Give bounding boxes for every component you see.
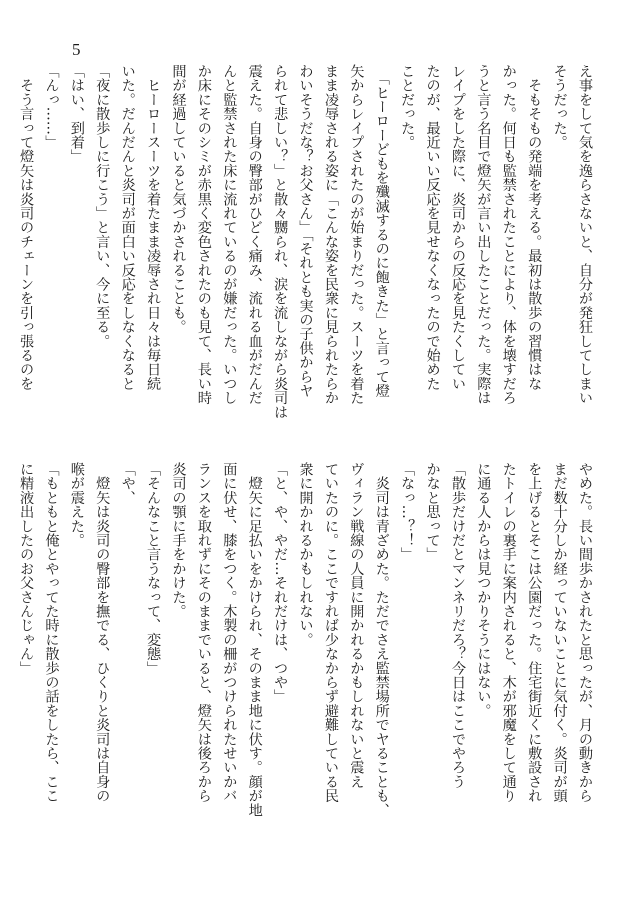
text-line: いた。だんだんと炎司が面白い反応をしなくなると [119, 64, 136, 391]
text-line: 炎司の顎に手をかけた。 [170, 462, 187, 619]
text-line: 面に伏せ、膝をつく。木製の柵がつけられたせいかバ [221, 462, 238, 803]
text-line: たのが、最近いい反応を見せなくなったので始めた [424, 64, 441, 391]
text-line: ことだった。 [399, 64, 416, 150]
text-line: に精液出したのお父さんじゃん」 [18, 462, 35, 675]
text-line: 「ヒーローどもを殲滅するのに飽きた」と言って燈 [373, 64, 390, 398]
text-line: 喉が震えた。 [68, 462, 85, 548]
text-line: まだ数十分しか経っていないことに気付く。炎司が頭 [551, 462, 568, 803]
text-line: 「なっ…？！」 [399, 462, 416, 562]
text-line: 震えた。自身の臀部がひどく痛み、流れる血がだんだ [246, 64, 263, 405]
text-line: やめた。長い間歩かされたと思ったが、月の動きから [577, 462, 593, 803]
text-line: んと監禁された床に流れているのが嫌だった。いつし [221, 64, 238, 405]
upper-text-block [18, 64, 597, 436]
text-line: 燈矢は炎司の臀部を撫でる、ひくりと炎司は自身の [94, 462, 111, 803]
text-line: そう言って燈矢は炎司のチェーンを引っ張るのを [18, 64, 35, 391]
text-line: ヴィラン戦線の人員に開かれるかもしれないと震え [348, 462, 365, 789]
text-line: ヒーロースーツを着たまま凌辱され日々は毎日続 [145, 64, 162, 391]
text-line: ていたのに。ここですれば少なからず避難している民 [322, 462, 339, 803]
text-line: そうだった。 [551, 64, 568, 150]
text-line: に通る人からは見つかりそうにはない。 [475, 462, 492, 718]
text-line: たトイレの裏手に案内されると、木が邪魔をして通り [500, 462, 517, 803]
text-line: 「そんなこと言うなって、変態」 [145, 462, 162, 675]
text-line: 「散歩だけだとマンネリだろ？今日はここでやろう [449, 462, 466, 789]
text-line: 衆に開かれるかもしれない。 [297, 462, 314, 647]
text-line: 「と、や、やだ…それだけは、つや」 [272, 462, 289, 704]
text-line: かなと思って」 [424, 462, 441, 562]
text-line: 炎司は青ざめた。ただでさえ監禁場所でヤることも、 [373, 462, 390, 817]
lower-text-block [18, 462, 597, 840]
text-line: え事をして気を逸らさないと、自分が発狂してしまい [577, 64, 593, 405]
text-line: レイプをした際に、炎司からの反応を見たくしてい [449, 64, 466, 391]
text-line: ランスを取れずにそのままでいると、燈矢は後ろから [195, 462, 212, 803]
text-line: 「んっ……」 [43, 64, 60, 150]
text-line: 「や、 [119, 462, 136, 505]
text-line: 矢からレイプされたのが始まりだった。スーツを着た [348, 64, 365, 405]
text-line: か床にそのシミが赤黒く変色されたのも見て、長い時 [195, 64, 212, 405]
text-line: わいそうだな？お父さん」「それとも実の子供からヤ [297, 64, 314, 398]
text-line: 間が経過していると気づかされることも。 [170, 64, 187, 334]
text-line: 「もともと俺とやってた時に散歩の話をしたら、ここ [43, 462, 60, 803]
text-line: 「はい、到着」 [68, 64, 85, 164]
text-line: まま凌辱される姿に「こんな姿を民衆に見られたらか [322, 64, 339, 405]
text-line: 「夜に散歩しに行こう」と言い、今に至る。 [94, 64, 111, 348]
text-line: を上げるとそこは公園だった。住宅街近くに敷設され [526, 462, 543, 803]
page-number: 5 [72, 40, 81, 59]
text-line: そもそもの発端を考える。最初は散歩の習慣はな [526, 64, 543, 391]
text-line: られて悲しい？」と散々嬲られ、涙を流しながら炎司は [272, 64, 289, 419]
text-line: 燈矢に足払いをかけられ、そのまま地に伏す。顔が地 [246, 462, 263, 817]
text-line: かった。何日も監禁されたことにより、体を壊すだろ [500, 64, 517, 405]
text-line: うと言う名目で燈矢が言い出したことだった。実際は [475, 64, 492, 405]
